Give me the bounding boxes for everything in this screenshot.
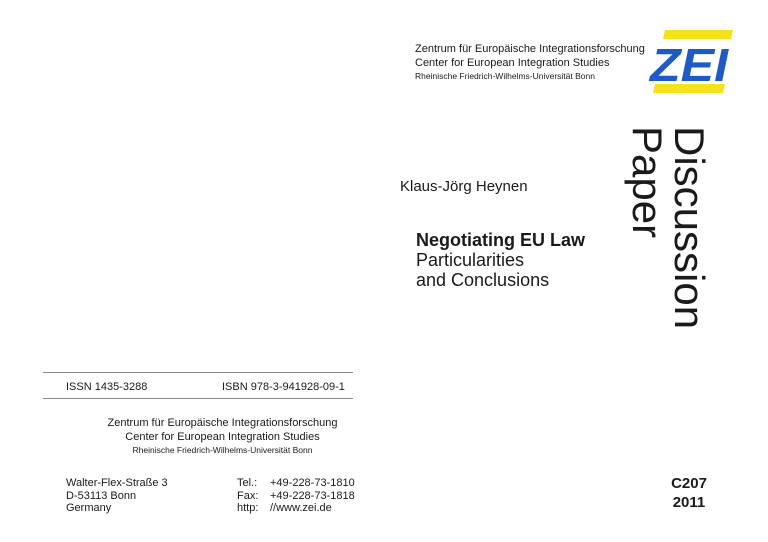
paper-year: 2011 [672,494,706,511]
contact-web [237,502,355,515]
front-institution-name-de: Zentrum für Europäische Integrationsforschung [415,43,645,55]
divider-bottom [43,398,353,399]
author: Klaus-Jörg Heynen [400,178,528,195]
address-city: D-53113 Bonn [66,489,137,502]
front-institution-university: Rheinische Friedrich-Wilhelms-Universität Bonn [415,71,595,81]
paper-number-block [664,474,714,512]
back-institution-block [90,416,355,456]
address-country: Germany [66,502,112,514]
tel-label: Tel.: [237,477,258,489]
front-institution-block [415,42,645,82]
logo-yellow-bar-top [663,30,733,39]
postal-address [66,477,168,515]
subtitle-line-2: and Conclusions [416,270,550,290]
contact-block [237,477,355,515]
back-institution-name-de: Zentrum für Europäische Integrationsforschung [107,417,338,429]
web-label: http: [237,502,259,514]
divider-top [43,372,353,373]
contact-fax [237,490,355,503]
tel-value: +49-228-73-1810 [270,477,355,489]
zei-logo [647,30,733,94]
back-institution-university: Rheinische Friedrich-Wilhelms-Universität Bonn [132,445,313,455]
title-block [416,230,585,290]
issn: ISSN 1435-3288 [66,381,148,393]
subtitle-line-1: Particularities [416,250,525,270]
web-value: //www.zei.de [270,502,332,514]
back-institution-name-en: Center for European Integration Studies [125,431,320,443]
isbn: ISBN 978-3-941928-09-1 [222,381,345,393]
title: Negotiating EU Law [416,230,586,250]
fax-value: +49-228-73-1818 [270,489,355,502]
address-street: Walter-Flex-Straße 3 [66,477,168,489]
paper-number: C207 [671,475,707,492]
front-institution-name-en: Center for European Integration Studies [415,57,610,69]
contact-tel [237,477,355,490]
fax-label: Fax: [237,489,259,502]
logo-text: ZEI [647,39,730,91]
series-label: Discussion Paper [624,126,713,330]
